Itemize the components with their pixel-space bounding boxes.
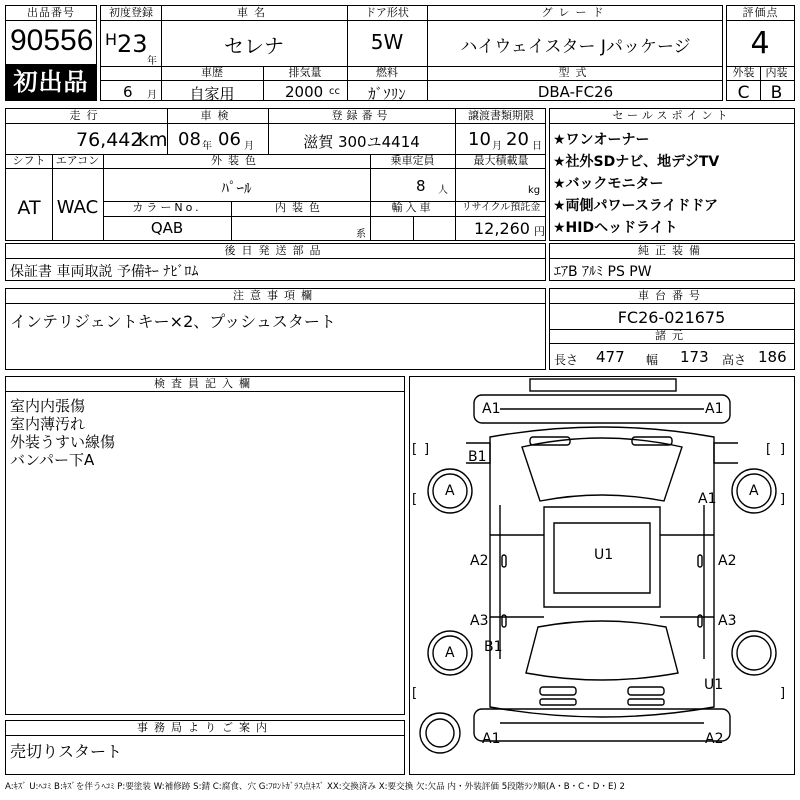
office-value: 売切りスタート — [10, 742, 123, 761]
ac: WAC — [56, 197, 99, 218]
mileage-label: 走行 — [69, 109, 104, 122]
inspector-line: 室内内張傷 — [10, 397, 86, 415]
displacement-label: 排気量 — [288, 66, 322, 79]
interior-grade: B — [770, 83, 783, 103]
mark-u1-rear: U1 — [704, 677, 724, 693]
dims-label: 諸元 — [550, 329, 794, 344]
recycle: 12,260 — [474, 219, 530, 238]
mark-u1-center: U1 — [594, 547, 614, 563]
exterior-grade: C — [737, 83, 750, 103]
svg-text:[: [ — [766, 442, 772, 457]
details-box — [5, 108, 546, 241]
int-color-label: 内装色 — [275, 201, 326, 214]
lot-number: 90556 — [10, 24, 94, 57]
reg-label: 初度登録 — [109, 6, 153, 19]
shift-label: シフト — [12, 154, 46, 167]
fuel: ｶﾞｿﾘﾝ — [368, 85, 406, 103]
sales-point-item: ★社外SDナビ、地デジTV — [553, 154, 720, 170]
notes-value: インテリジェントキー×2、プッシュスタート — [10, 312, 336, 331]
deadline-label: 譲渡書類期限 — [468, 109, 534, 122]
door-type: 5W — [370, 30, 404, 54]
deadline-day-unit: 日 — [532, 141, 542, 152]
model-label: 型式 — [558, 66, 593, 79]
inspector-line: 室内薄汚れ — [10, 415, 86, 433]
ext-color: ﾊﾟｰﾙ — [221, 179, 252, 197]
door-label: ドア形状 — [365, 6, 409, 19]
svg-text:]: ] — [780, 686, 786, 701]
inspection-label: 車検 — [200, 109, 235, 122]
mark-b1-lower: B1 — [484, 639, 503, 655]
recycle-unit: 円 — [534, 225, 545, 238]
plate-label: 登録番号 — [331, 109, 392, 122]
mileage-unit: km — [138, 129, 168, 151]
first-listing-badge: 初出品 — [6, 64, 96, 100]
interior-label: 内装 — [765, 66, 788, 79]
mark-wheel-fr: A — [749, 483, 759, 499]
car-name-label: 車名 — [237, 6, 271, 19]
capacity-unit: 人 — [438, 185, 448, 196]
int-color-unit: 系 — [356, 229, 366, 240]
deadline-month: 10 — [468, 129, 491, 150]
genuine-box — [549, 243, 795, 281]
svg-text:[: [ — [412, 442, 418, 457]
sales-points-label: セールスポイント — [550, 109, 794, 124]
office-box — [5, 720, 405, 775]
ac-label: エアコン — [55, 154, 100, 167]
ext-color-label: 外装色 — [211, 154, 262, 167]
genuine-label: 純正装備 — [550, 244, 794, 259]
deadline-month-unit: 月 — [492, 141, 502, 152]
car-name: セレナ — [224, 34, 284, 58]
displacement-unit: cc — [329, 86, 340, 97]
later-parts-box — [5, 243, 546, 281]
header-box — [100, 5, 723, 101]
inspector-line: 外装うすい線傷 — [10, 433, 116, 451]
legend: A:ｷｽﾞ U:ﾍｺﾐ B:ｷｽﾞを伴うﾍｺﾐ P:要塗装 W:補修跡 S:錆 C:腐食、穴 G:ﾌﾛﾝﾄｶﾞﾗｽ点ｷｽﾞ XX:交換済み X:要交換 欠:欠品 内・外装評価 5段階ﾗﾝｸ順(A・B・C・D・E) 2 — [5, 782, 625, 792]
inspector-label: 検査員記入欄 — [6, 377, 404, 392]
mark-a3-right: A3 — [718, 613, 737, 629]
later-parts-value: 保証書 車両取説 予備ｷｰ ﾅﾋﾞﾛﾑ — [10, 264, 199, 280]
capacity: 8 — [416, 177, 426, 195]
sales-point-item: ★両側パワースライドドア — [553, 198, 719, 214]
length-label: 長さ — [554, 353, 579, 367]
notes-label: 注意事項欄 — [6, 289, 545, 304]
chassis-box — [549, 288, 795, 370]
max-load-unit: kg — [528, 185, 541, 196]
exterior-label: 外装 — [732, 66, 755, 79]
history-label: 車歴 — [201, 66, 223, 79]
insp-year: 08 — [178, 129, 201, 150]
office-label: 事務局よりご案内 — [6, 721, 404, 736]
mark-a2-left: A2 — [470, 553, 489, 569]
chassis-label: 車台番号 — [550, 289, 794, 304]
mark-a1-right: A1 — [698, 491, 717, 507]
era-prefix: H — [105, 30, 118, 49]
lot-label: 出品番号 — [6, 6, 96, 21]
mark-b1-upper: B1 — [468, 449, 487, 465]
color-no: QAB — [150, 219, 184, 237]
mark-front-right: A1 — [705, 401, 724, 417]
score-label: 評価点 — [727, 6, 794, 21]
max-load-label: 最大積載量 — [473, 154, 529, 167]
svg-text:[: [ — [412, 686, 418, 701]
color-no-label: カラーNo. — [132, 201, 202, 214]
plate: 滋賀 300ユ4414 — [303, 133, 420, 151]
inspector-line: バンパー下A — [10, 451, 95, 469]
height: 186 — [758, 348, 787, 366]
grade: ハイウェイスター Jパッケージ — [460, 37, 691, 57]
inspector-box — [5, 376, 405, 715]
later-parts-label: 後日発送部品 — [6, 244, 545, 259]
mark-a2-right: A2 — [718, 553, 737, 569]
mark-a3-left: A3 — [470, 613, 489, 629]
grade-label: グレード — [541, 6, 610, 19]
mark-rear-left: A1 — [482, 731, 501, 747]
mark-rear-right: A2 — [705, 731, 724, 747]
recycle-label: リサイクル預託金 — [461, 202, 541, 213]
sales-points-box — [549, 108, 795, 241]
sales-point-item: ★ワンオーナー — [553, 132, 650, 148]
displacement: 2000 — [285, 83, 324, 101]
svg-text:]: ] — [424, 442, 430, 457]
width: 173 — [680, 348, 709, 366]
lot-box — [5, 5, 97, 101]
sales-point-item: ★バックモニター — [553, 176, 664, 192]
damage-diagram — [409, 376, 795, 775]
capacity-label: 乗車定員 — [390, 154, 435, 167]
score: 4 — [750, 26, 770, 61]
mark-front-left: A1 — [482, 401, 501, 417]
score-box — [726, 5, 795, 101]
insp-year-unit: 年 — [202, 141, 212, 152]
month-unit: 月 — [147, 90, 157, 101]
fuel-label: 燃料 — [376, 66, 398, 79]
import-label: 輸入車 — [391, 201, 434, 214]
mark-wheel-rl: A — [445, 645, 455, 661]
svg-text:]: ] — [780, 442, 786, 457]
sales-point-item: ★HIDヘッドライト — [553, 220, 678, 236]
history: 自家用 — [189, 85, 235, 103]
notes-box — [5, 288, 546, 370]
genuine-value: ｴｱB ｱﾙﾐ PS PW — [554, 264, 652, 280]
insp-month-unit: 月 — [244, 141, 254, 152]
svg-text:[: [ — [412, 492, 418, 507]
length: 477 — [596, 348, 625, 366]
mileage: 76,442 — [76, 129, 143, 151]
model: DBA-FC26 — [537, 83, 614, 101]
insp-month: 06 — [218, 129, 241, 150]
car-outline — [410, 377, 793, 773]
year-unit: 年 — [147, 56, 157, 67]
shift: AT — [17, 197, 41, 219]
mark-wheel-fl: A — [445, 483, 455, 499]
chassis-value: FC26-021675 — [617, 308, 726, 327]
height-label: 高さ — [722, 353, 747, 367]
svg-text:]: ] — [780, 492, 786, 507]
width-label: 幅 — [646, 353, 659, 367]
reg-month: 6 — [123, 83, 133, 101]
reg-year: 23 — [117, 30, 148, 58]
deadline-day: 20 — [506, 129, 529, 150]
